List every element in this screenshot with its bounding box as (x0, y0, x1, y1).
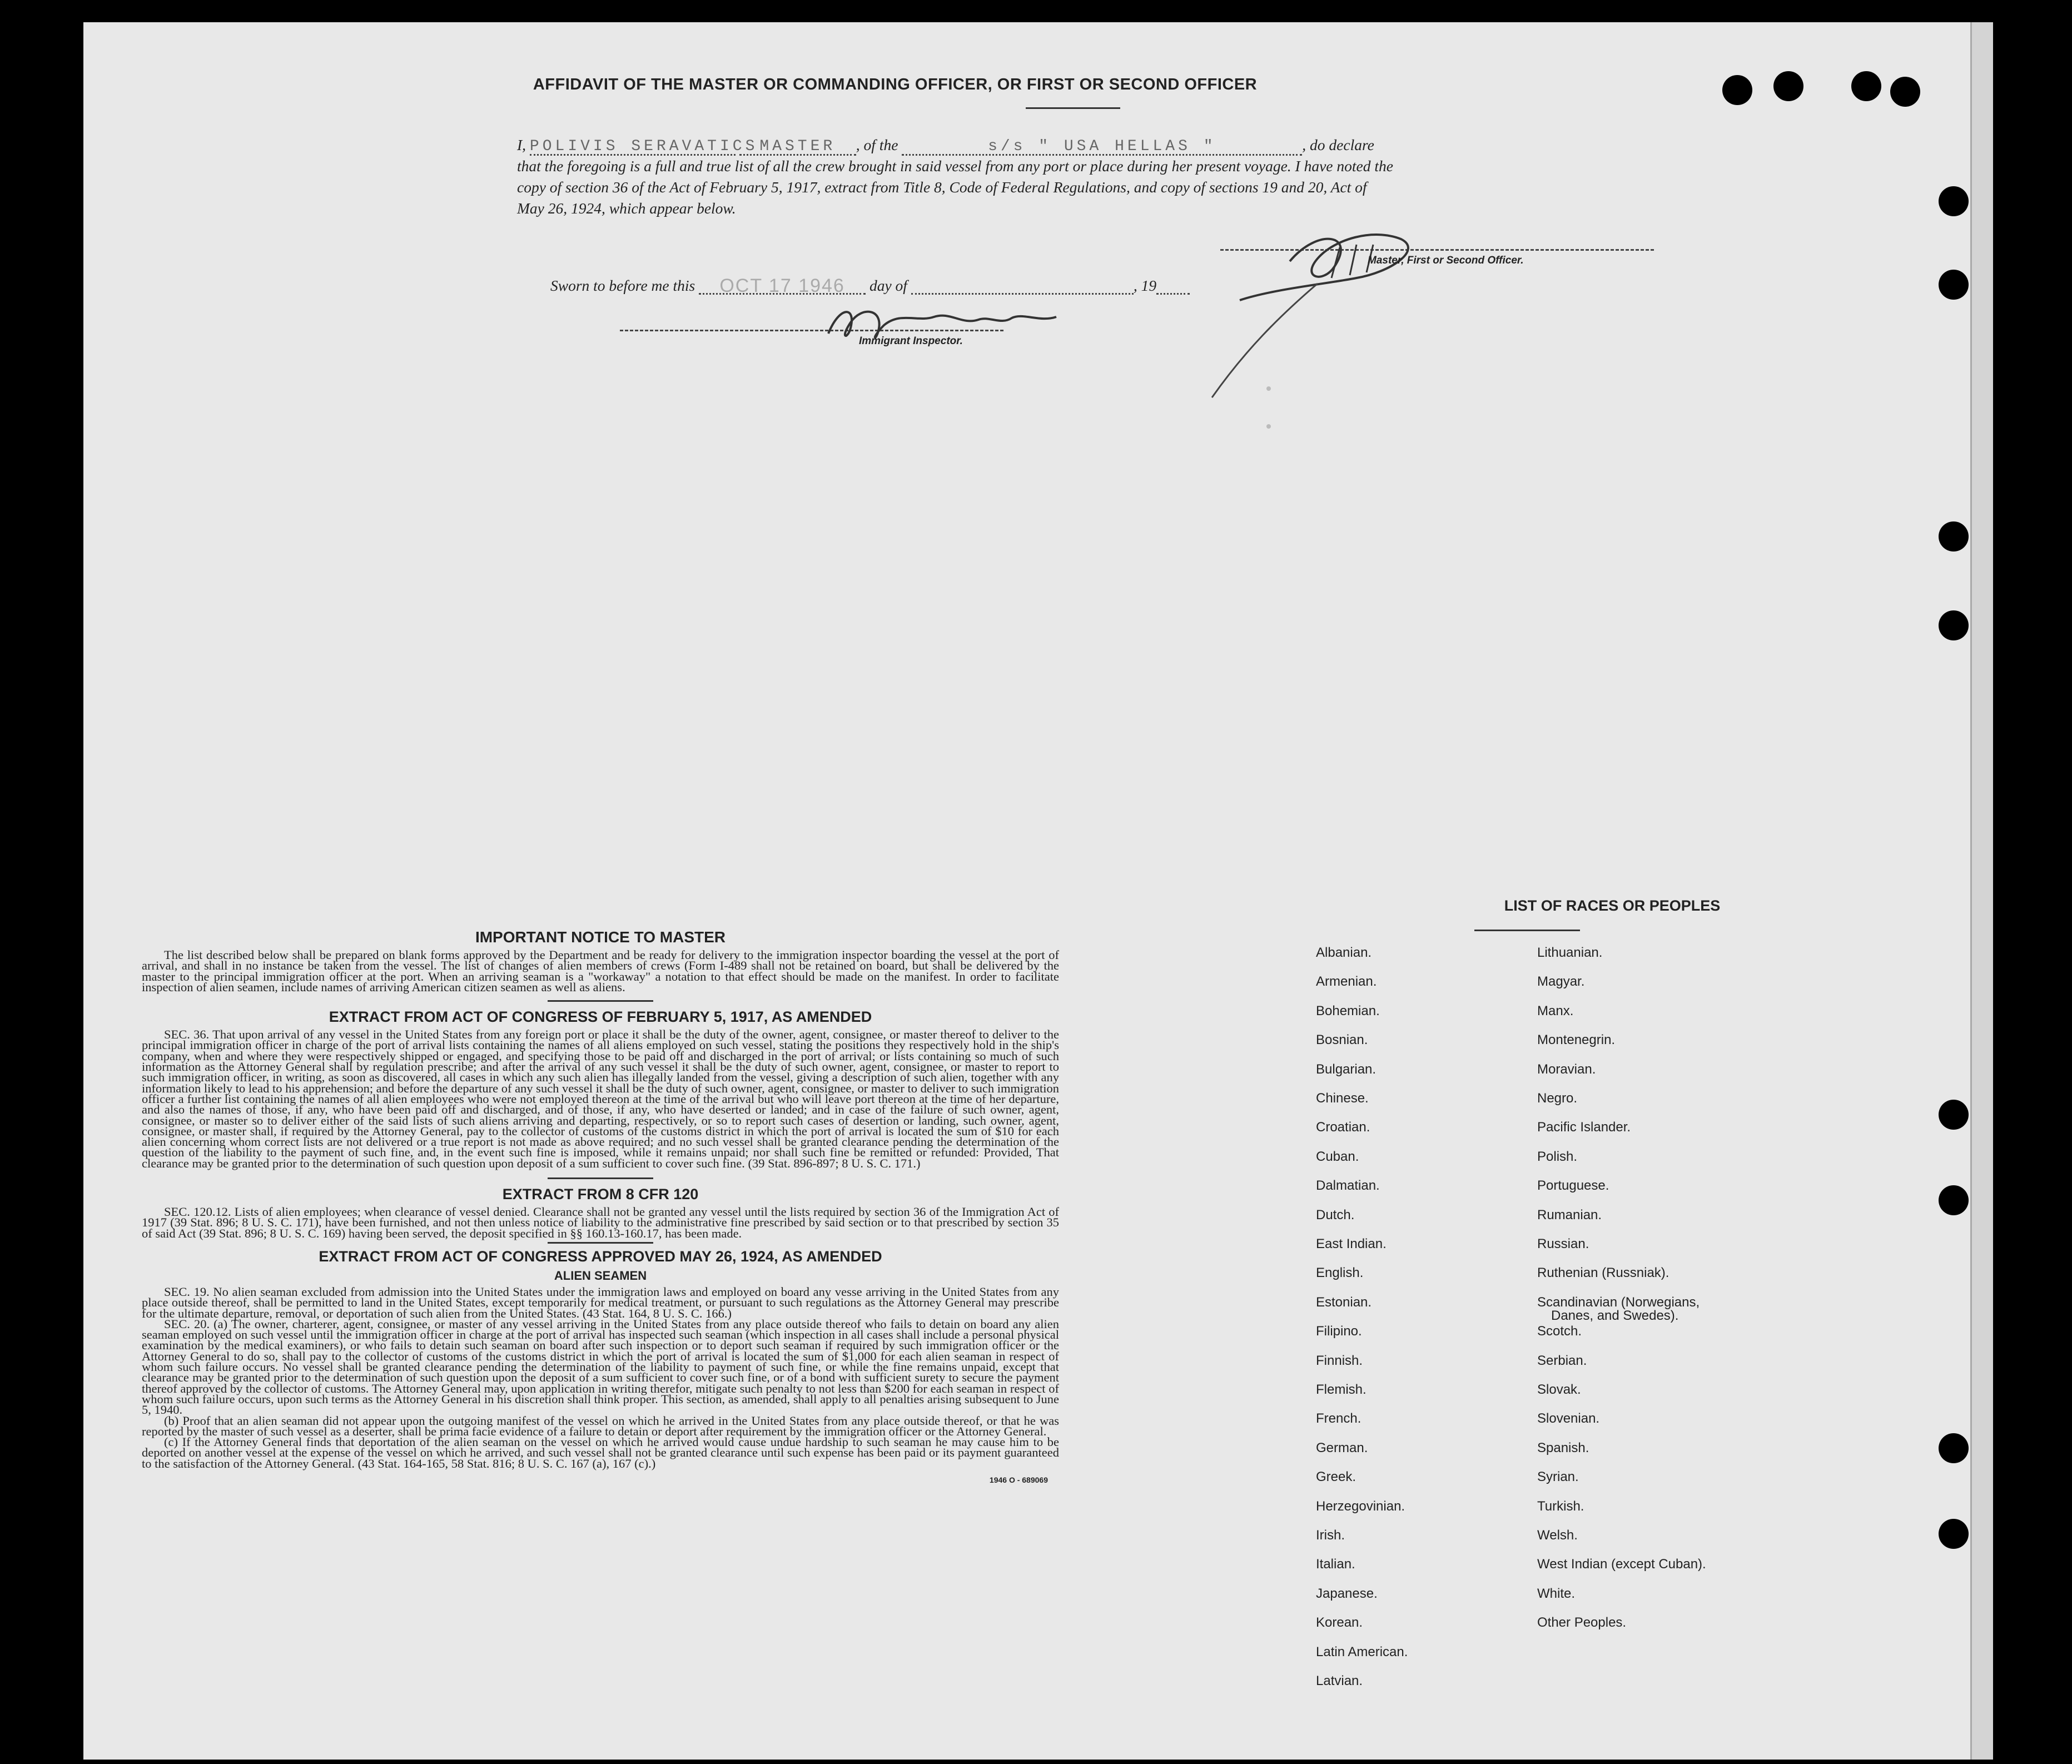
race-item: Japanese. (1316, 1586, 1378, 1601)
race-item: Portuguese. (1537, 1178, 1609, 1194)
race-item: English. (1316, 1265, 1364, 1281)
paper-edge (1970, 22, 1993, 1760)
race-item: Rumanian. (1537, 1207, 1602, 1223)
punch-hole (1939, 1519, 1969, 1549)
race-item: Irish. (1316, 1528, 1345, 1543)
affidavit-title: AFFIDAVIT OF THE MASTER OR COMMANDING OFFICER, OR FIRST OR SECOND OFFICER (533, 76, 1258, 93)
title-rule (1026, 107, 1120, 109)
divider (548, 1177, 653, 1179)
punch-hole (1773, 71, 1803, 101)
punch-hole (1939, 610, 1969, 640)
declarant-name-field: POLIVIS SERAVATICS (530, 136, 736, 156)
punch-hole (1939, 1100, 1969, 1130)
vessel-name-field: s/s " USA HELLAS " (902, 136, 1302, 156)
race-item: White. (1537, 1586, 1576, 1601)
extract-1917-title: EXTRACT FROM ACT OF CONGRESS OF FEBRUARY 5, 1917, AS AMENDED (329, 1008, 872, 1026)
race-item: Syrian. (1537, 1469, 1579, 1485)
declaration-line-3: copy of section 36 of the Act of February 5, 1917, extract from Title 8, Code of Federal Regulations, and copy of sections 19 and 20, Act of (517, 178, 1367, 196)
race-item: Polish. (1537, 1149, 1578, 1164)
race-item: East Indian. (1316, 1236, 1387, 1251)
race-item: Russian. (1537, 1236, 1589, 1251)
declaration-line-4: May 26, 1924, which appear below. (517, 200, 736, 217)
race-item: Flemish. (1316, 1382, 1367, 1397)
master-signature (1190, 206, 1579, 417)
race-item: Manx. (1537, 1003, 1574, 1018)
race-item: Filipino. (1316, 1324, 1362, 1339)
race-item: Cuban. (1316, 1149, 1359, 1164)
punch-hole (1939, 270, 1969, 300)
extract-1924-title: EXTRACT FROM ACT OF CONGRESS APPROVED MAY 26, 1924, AS AMENDED (319, 1248, 882, 1265)
race-item: Korean. (1316, 1615, 1363, 1631)
race-item: Finnish. (1316, 1353, 1363, 1368)
punch-hole (1939, 1433, 1969, 1463)
of-the-label: , of the (856, 136, 898, 153)
do-declare-label: , do declare (1302, 136, 1374, 153)
race-item: Latin American. (1316, 1644, 1408, 1659)
sworn-line (550, 275, 1190, 295)
race-item: Negro. (1537, 1091, 1578, 1106)
notice-text: The list described below shall be prepared on blank forms approved by the Department and be ready for delivery to the immigration inspector boarding the vessel at the port of arrival, and shall in no instance be taken from the vessel. The list of changes of alien members of crews (Form I-489 shall not be retained on board, but shall be delivered by the master to the principal immigration officer at the port. When an arriving seaman is a "workaway" a notation to that effect should be made on the manifest. In order to facilitate inspection of alien seamen, include names of arriving American citizen seamen as well as aliens. (142, 948, 1059, 994)
race-item: Moravian. (1537, 1061, 1596, 1077)
race-item: West Indian (except Cuban). (1537, 1557, 1706, 1572)
race-item: Bohemian. (1316, 1003, 1380, 1018)
punch-hole (1890, 77, 1920, 107)
race-item: Herzegovinian. (1316, 1498, 1405, 1514)
divider (548, 1242, 653, 1244)
sec20c-text: (c) If the Attorney General finds that deportation of the alien seaman on the vessel on which he arrived would cause undue hardship to such seaman he may cause him to be deported on another vessel at the expense of the vessel on which he arrived, and such vessel shall not be granted clearance until such expense has been paid or its payment guaranteed to the satisfaction of the Attorney General. (43 Stat. 164-165, 58 Stat. 816; 8 U. S. C. 167 (a), 167 (c).) (142, 1435, 1059, 1470)
extract-1917-text: SEC. 36. That upon arrival of any vessel in the United States from any foreign port or place it shall be the duty of the owner, agent, consignee, or master thereof to deliver to the principal immigration officer in charge of the port of arrival lists containing the names of all aliens employed on such vessel, stating the positions they respectively hold in the ship's company, when and where they were respectively shipped or engaged, and specifying those to be paid off and discharged in the port of arrival; or lists containing so much of such information as the Attorney General shall by regulation prescribe; and after the arrival of any such vessel it shall be the duty of such owner, agent, consignee, or master to report to such immigration officer, in writing, as soon as discovered, all cases in which any such alien has illegally landed from the vessel, giving a description of such alien, together with any information likely to lead to his apprehension; and before the departure of any such vessel it shall be the duty of such owner, agent, consignee, or master to deliver to such immigration officer a further list containing the names of all alien employees who were not employed thereon at the time of the arrival but who will leave port thereon at the time of her departure, and also the names of those, if any, who have been paid off and discharged, and of those, if any, who have deserted or landed; and in case of the failure of such owner, agent, consignee, or master so to deliver either of the said lists of such aliens arriving and departing, respectively, or so to report such cases of desertion or landing, such owner, agent, consignee, or master shall, if required by the Attorney General, pay to the collector of customs of the customs district in which the port of arrival is located the sum of $10 for each alien concerning whom correct lists are not delivered or a true report is not made as above required; and no such vessel shall be granted clearance pending the determination of the question of the liability to the payment of such fine, and, in the event such fine is imposed, while it remains unpaid; nor shall such fine be remitted or refunded: Provided, That clearance may be granted prior to the determination of such question upon deposit of a sum sufficient to cover such fine. (39 Stat. 896-897; 8 U. S. C. 171.) (142, 1027, 1059, 1170)
race-item: Dutch. (1316, 1207, 1355, 1223)
race-item: Other Peoples. (1537, 1615, 1627, 1631)
race-item: Danes, and Swedes). (1551, 1308, 1679, 1323)
speck (1266, 424, 1271, 429)
race-item: Scandinavian (Norwegians, (1537, 1294, 1700, 1310)
sec20a-text: SEC. 20. (a) The owner, charterer, agent, consignee, or master of any vessel arriving in the United States from any place outside thereof who fails to detain on board any alien seaman employed on such vessel until the immigration officer in charge at the port of arrival has inspected such seaman (which inspection in all cases shall include a personal physical examination by the medical examiners), or who fails to detain such seaman on board after such inspection or to deport such seaman if required by such immigration officer or the Attorney General to do so, shall pay to the collector of customs of the customs district in which the port of arrival is located the sum of $1,000 for each alien seaman in respect of whom such failure occurs. No vessel shall be granted clearance pending the determination of the liability to payment of such fine, or while the fine remains unpaid, except that clearance may be granted prior to the determination of such question upon the deposit of a sum sufficient to cover such fine, or of a bond with sufficient surety to secure the payment thereof approved by the collector of customs. The Attorney General may, upon application in writing therefor, mitigate such penalty to not less than $200 for each seaman in respect of whom such failure occurs, upon such terms as the Attorney General in his discretion shall think proper. This section, as amended, shall apply to all penalties arising subsequent to June 5, 1940. (142, 1316, 1059, 1417)
race-item: Turkish. (1537, 1498, 1584, 1514)
race-item: Slovak. (1537, 1382, 1581, 1397)
sworn-date-stamp: OCT 17 1946 (699, 275, 866, 295)
punch-hole (1939, 186, 1969, 216)
extract-cfr-title: EXTRACT FROM 8 CFR 120 (502, 1186, 699, 1203)
sec20b-text: (b) Proof that an alien seaman did not appear upon the outgoing manifest of the vessel on which he arrived in the United States from any place outside thereof, or that he was reported by the master of such vessel as a deserter, shall be prima facie evidence of a failure to detain or deport after requirement by the immigration officer or the Attorney General. (142, 1413, 1059, 1438)
race-item: Scotch. (1537, 1324, 1582, 1339)
punch-hole (1939, 1185, 1969, 1215)
race-item: Bosnian. (1316, 1032, 1368, 1048)
speck (1266, 386, 1271, 391)
race-item: Spanish. (1537, 1440, 1589, 1455)
month-field (911, 275, 1134, 295)
race-item: Dalmatian. (1316, 1178, 1380, 1194)
declarant-rank-field: MASTER (739, 136, 856, 156)
race-item: Italian. (1316, 1557, 1355, 1572)
race-item: Greek. (1316, 1469, 1357, 1485)
race-item: Estonian. (1316, 1294, 1372, 1310)
race-item: Armenian. (1316, 974, 1377, 990)
master-caption: Master, First or Second Officer. (1368, 255, 1524, 266)
race-item: Croatian. (1316, 1120, 1370, 1135)
race-item: Ruthenian (Russniak). (1537, 1265, 1669, 1281)
race-item: Chinese. (1316, 1091, 1369, 1106)
legal-notices (142, 928, 1059, 1484)
document-page (83, 22, 1993, 1760)
race-item: Albanian. (1316, 945, 1372, 960)
sworn-label: Sworn to before me this (550, 277, 695, 294)
races-title-rule (1474, 930, 1580, 931)
race-item: Magyar. (1537, 974, 1585, 990)
divider (548, 1000, 653, 1002)
extract-cfr-text: SEC. 120.12. Lists of alien employees; when clearance of vessel denied. Clearance shall not be granted any vessel until the lists required by section 36 of the Immigration Act of 1917 (39 Stat. 896; 8 U. S. C. 171), have been furnished, and not then unless notice of liability to the administrative fine prescribed by said section or to that prescribed by section 35 of said Act (39 Stat. 896; 8 U. S. C. 169) having been served, the deposit specified in §§ 160.13-160.17, has been made. (142, 1205, 1059, 1240)
printer-mark: 1946 O - 689069 (989, 1475, 1048, 1484)
nineteen-label: , 19 (1133, 277, 1157, 294)
punch-hole (1722, 75, 1752, 105)
race-item: Pacific Islander. (1537, 1120, 1631, 1135)
punch-hole (1851, 71, 1881, 101)
race-item: German. (1316, 1440, 1368, 1455)
declaration-line-2: that the foregoing is a full and true list of all the crew brought in said vessel from any port or place during her present voyage. I have noted the (517, 157, 1393, 175)
race-item: Welsh. (1537, 1528, 1578, 1543)
race-item: Montenegrin. (1537, 1032, 1616, 1048)
race-item: Bulgarian. (1316, 1061, 1377, 1077)
notice-title: IMPORTANT NOTICE TO MASTER (475, 928, 726, 946)
year-field (1156, 275, 1190, 295)
race-item: Latvian. (1316, 1673, 1363, 1688)
races-title: LIST OF RACES OR PEOPLES (1504, 897, 1721, 914)
declarant-prefix: I, (517, 136, 526, 153)
day-of-label: day of (869, 277, 907, 294)
race-item: Lithuanian. (1537, 945, 1603, 960)
alien-seamen-subtitle: ALIEN SEAMEN (554, 1268, 647, 1283)
race-item: French. (1316, 1411, 1362, 1427)
race-item: Slovenian. (1537, 1411, 1600, 1427)
race-item: Serbian. (1537, 1353, 1587, 1368)
sec19-text: SEC. 19. No alien seaman excluded from admission into the United States under the immigration laws and employed on board any vesse arriving in the United States from any place outside thereof, shall be permitted to land in the United States, except temporarily for medical treatment, or pursuant to such regulations as the Attorney General may prescribe for the ultimate departure, removal, or deportation of such alien from the United States. (43 Stat. 164, 8 U. S. C. 166.) (142, 1284, 1059, 1320)
punch-hole (1939, 521, 1969, 551)
inspector-caption: Immigrant Inspector. (859, 335, 963, 347)
